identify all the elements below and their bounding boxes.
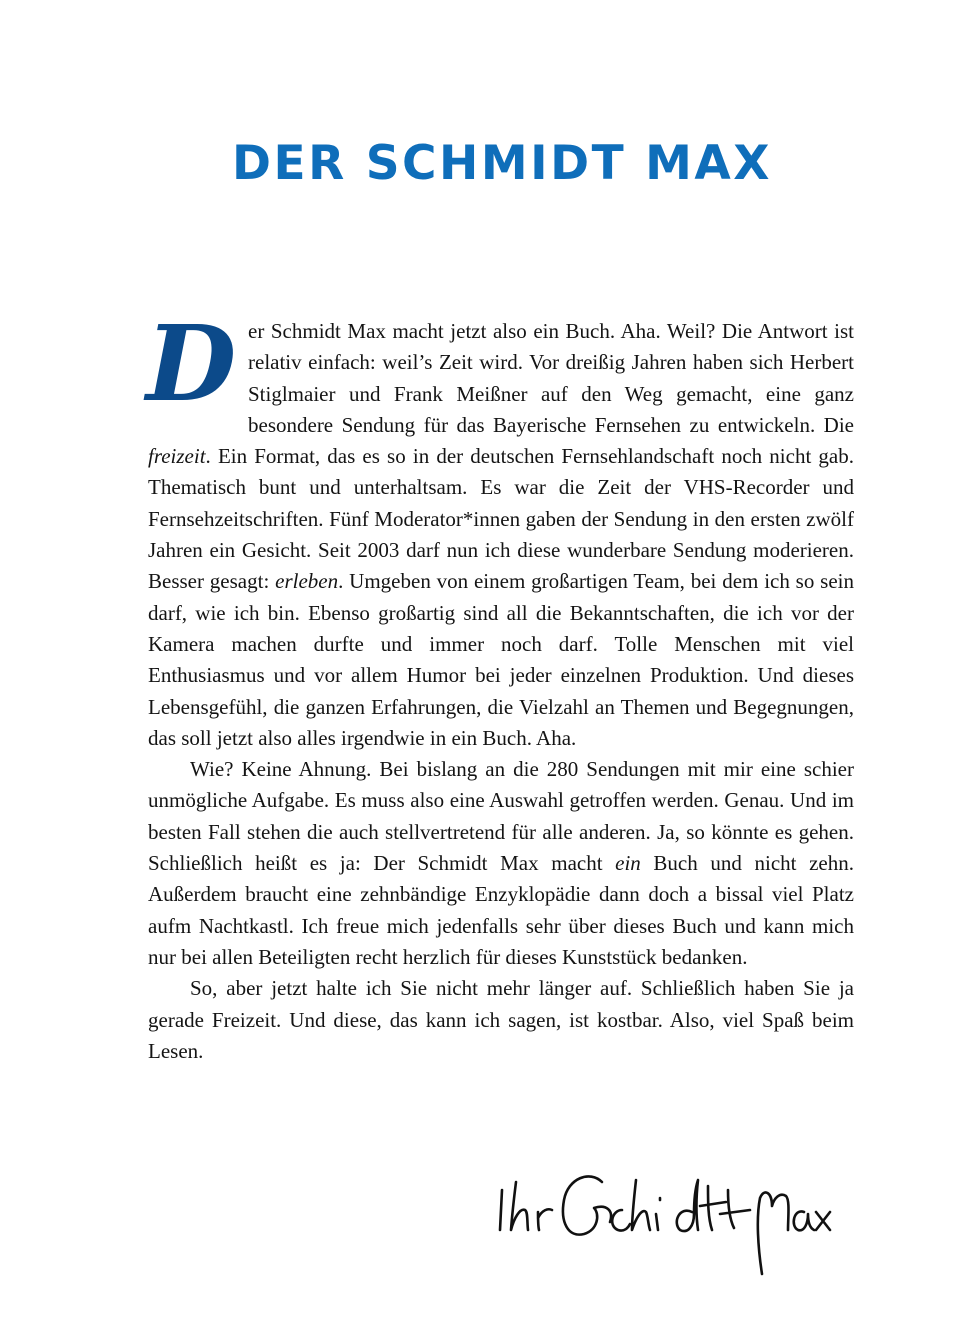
handwritten-signature bbox=[494, 1168, 834, 1278]
paragraph-3: So, aber jetzt halte ich Sie nicht mehr länger auf. Schließlich haben Sie ja gerade Freizeit. Und diese, das kann ich sagen, ist kostbar. Also, viel Spaß beim Lesen. bbox=[148, 976, 854, 1063]
dropcap-letter: D bbox=[146, 302, 237, 425]
dropcap bbox=[146, 302, 240, 425]
chapter-title: DER SCHMIDT MAX bbox=[232, 136, 772, 191]
paragraph-1 bbox=[146, 302, 854, 754]
paragraph-1-text: er Schmidt Max macht jetzt also ein Buch. Aha. Weil? Die Antwort ist relativ einfach: weil’s Zeit wird. Vor dreißig Jahren haben sich Herbert Stiglmaier und Frank Meißner auf den Weg gemacht, eine ganz besondere Sendung für das Bayerische Fernsehen zu entwickeln. Die freizeit. Ein Format, das es so in der deutschen Fernsehlandschaft noch nicht gab. Thematisch bunt und unterhaltsam. Es war die Zeit der VHS-Recorder und Fernsehzeitschriften. Fünf Moderator*innen gaben der Sendung in den ersten zwölf Jahren ein Gesicht. Seit 2003 darf nun ich diese wunderbare Sendung moderieren. Besser gesagt: erleben. Umgeben von einem großartigen Team, bei dem ich so sein darf, wie ich bin. Ebenso großartig sind all die Bekanntschaften, die ich vor der Kamera machen durfte und immer noch darf. Tolle Menschen mit viel Enthusiasmus und vor allem Humor bei jeder einzelnen Produktion. Und dieses Lebensgefühl, die ganzen Erfahrungen, die Vielzahl an Themen und Begegnungen, das soll jetzt also alles irgendwie in ein Buch. Aha. bbox=[148, 319, 854, 750]
body-text bbox=[146, 302, 854, 1067]
paragraph-2: Wie? Keine Ahnung. Bei bislang an die 280 Sendungen mit mir eine schier unmögliche Aufgabe. Es muss also eine Auswahl getroffen werden. Genau. Und im besten Fall stehen die auch stellvertretend für alle anderen. Ja, so könnte es gehen. Schließlich heißt es ja: Der Schmidt Max macht ein Buch und nicht zehn. Außerdem braucht eine zehnbändige Enzyklopädie dann doch a bissal viel Platz aufm Nachtkastl. Ich freue mich jedenfalls sehr über dieses Buch und kann mich nur bei allen Beteiligten recht herzlich für dieses Kunststück bedanken. bbox=[148, 757, 854, 969]
